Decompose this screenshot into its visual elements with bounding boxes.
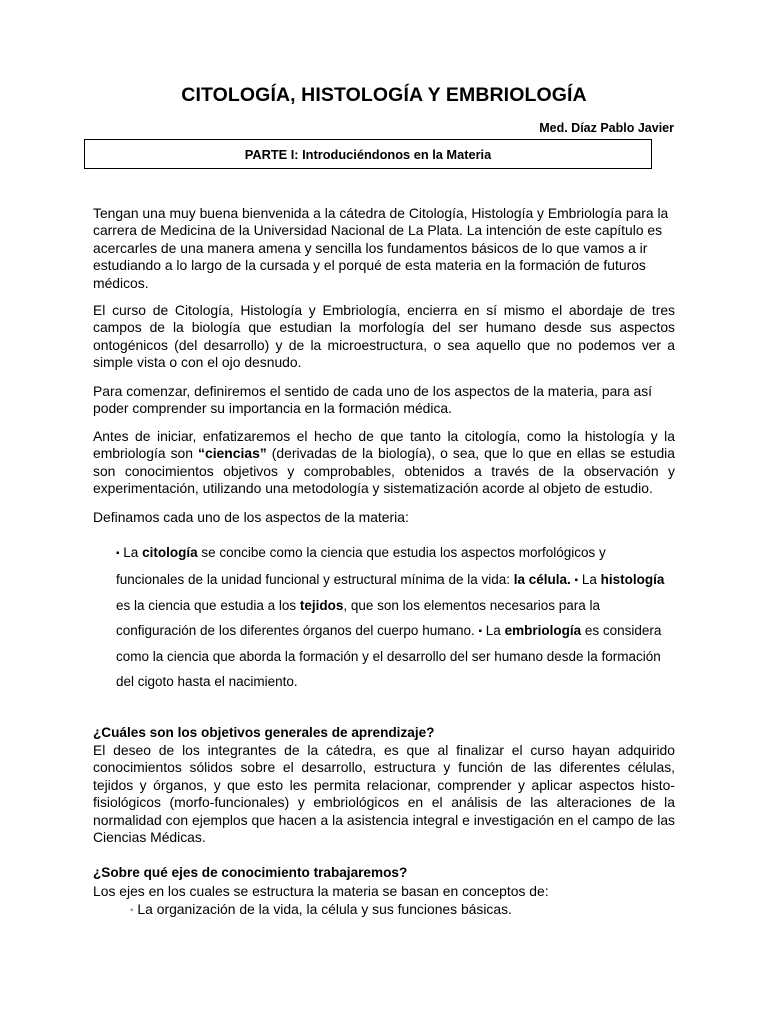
definition-text: La (119, 545, 143, 560)
bullet-icon: ▪ (478, 625, 483, 637)
intro-paragraph-1: Tengan una muy buena bienvenida a la cátedra de Citología, Histología y Embriología para la carrera de Medicina de la Universidad Nacional de La Plata. La intención de este capítulo es acercarles de una manera amena y sencilla los fundamentos básicos de lo que vamos a ir estudiando a lo largo de la cursada y el porqué de esta materia en la formación de futuros médicos. (93, 205, 669, 291)
ciencias-bold: “ciencias” (198, 445, 267, 462)
term-embriologia: embriología (504, 622, 582, 638)
intro-paragraph-4 (93, 428, 675, 498)
term-la-celula: la célula. (513, 571, 571, 587)
document-title: CITOLOGÍA, HISTOLOGÍA Y EMBRIOLOGÍA (181, 84, 587, 106)
definition-text: La (578, 571, 601, 587)
part-heading: PARTE I: Introduciéndonos en la Materia (244, 146, 492, 162)
axes-intro: Los ejes en los cuales se estructura la materia se basan en conceptos de: (93, 883, 549, 899)
intro-paragraph-5: Definamos cada uno de los aspectos de la materia: (93, 509, 409, 525)
definitions-list (116, 541, 676, 695)
term-tejidos: tejidos (299, 598, 344, 614)
intro-paragraph-3: Para comenzar, definiremos el sentido de cada uno de los aspectos de la materia, para así poder comprender su importancia en la formación médica. (93, 383, 653, 417)
bullet-icon: ▪ (116, 548, 120, 559)
paragraph-4-text-b: (derivadas de la biología), o sea, que lo que en ellas se estudia son conocimientos objetivos y comprobables, obtenidos a través de la observación y experimentación, utilizando una metodología y sistematización acorde al objeto de estudio. (93, 445, 675, 497)
objectives-heading: ¿Cuáles son los objetivos generales de aprendizaje? (93, 725, 435, 740)
term-citologia: citología (142, 545, 198, 560)
bullet-icon: ▪ (130, 905, 134, 916)
objectives-paragraph: El deseo de los integrantes de la cátedra, es que al finalizar el curso hayan adquirido conocimientos sólidos sobre el desarrollo, estructura y función de las diferentes células, tejidos y órganos, y que esto les permita relacionar, comprender y aplicar aspectos histo-fisiológicos (morfo-funcionales) y embriológicos en el análisis de las alteraciones de la normalidad con ejemplos que hacen a la asistencia integral e investigación en el campo de las Ciencias Médicas. (93, 742, 675, 846)
paragraph-4-text-a: Antes de iniciar, enfatizaremos el hecho de que tanto la citología, como la histología y la embriología son (93, 428, 675, 462)
part-heading-box (84, 139, 652, 169)
definition-text: es la ciencia que estudia a los (116, 598, 300, 614)
axes-heading: ¿Sobre qué ejes de conocimiento trabajaremos? (93, 865, 408, 880)
definition-text: , que son los elementos necesarios para la configuración de los diferentes órganos del cuerpo humano. (116, 598, 601, 638)
axes-list-item (130, 901, 690, 920)
definition-text: La (482, 622, 505, 638)
definition-text: se concibe como la ciencia que estudia los aspectos morfológicos y funcionales de la unidad funcional y estructural mínima de la vida: (116, 545, 606, 587)
intro-paragraph-2: El curso de Citología, Histología y Embriología, encierra en sí mismo el abordaje de tres campos de la biología que estudian la morfología del ser humano desde sus aspectos ontogénicos (del desarrollo) y de la microestructura, o sea aquello que no podemos ver a simple vista o con el ojo desnudo. (93, 302, 675, 371)
author-name: Med. Díaz Pablo Javier (539, 121, 674, 135)
bullet-icon: ▪ (574, 574, 579, 586)
axes-item-text: La organización de la vida, la célula y sus funciones básicas. (133, 901, 512, 917)
definition-text: es considera como la ciencia que aborda la formación y el desarrollo del ser humano desde la formación del cigoto hasta el nacimiento. (116, 622, 662, 689)
term-histologia: histología (600, 571, 665, 587)
